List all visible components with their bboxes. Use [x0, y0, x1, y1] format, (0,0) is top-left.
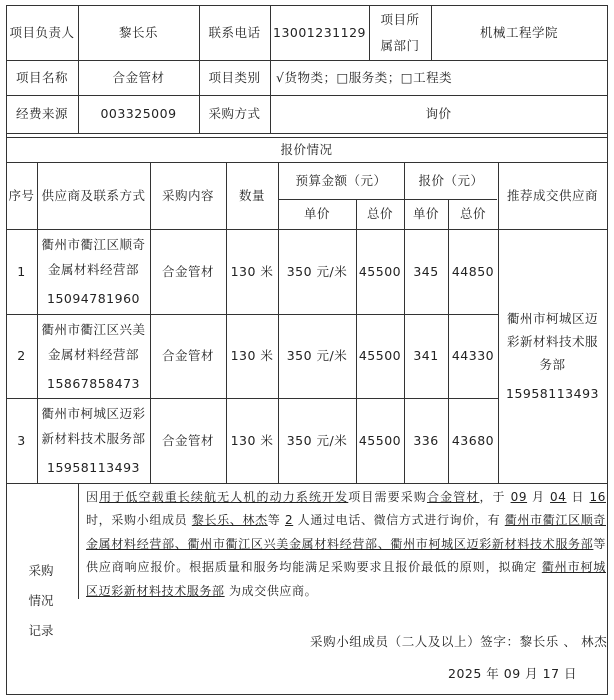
record-text: ，于: [479, 490, 511, 504]
supplier-name-line2: 金属材料经营部: [47, 262, 139, 277]
supplier-name-line2: 金属材料经营部: [47, 346, 139, 362]
row-supplier: [37, 398, 150, 483]
col-supplier-header: 供应商及联系方式: [41, 187, 146, 203]
row-budget-unit: 350 元/米: [286, 432, 348, 448]
budget-total-subheader: 总价: [366, 206, 393, 221]
supplier-name-line2: 新材料技术服务部: [41, 431, 146, 446]
record-text: 因: [86, 490, 100, 504]
fund-label: 经费来源: [15, 106, 68, 121]
type-goods-option[interactable]: √货物类；: [276, 69, 337, 85]
supplier-phone: 15958113493: [47, 460, 140, 475]
row-line-3: [6, 133, 608, 134]
row-quote-unit: 345: [413, 263, 439, 279]
col-seq-header: 序号: [8, 187, 35, 203]
record-label: [26, 556, 56, 646]
row-budget-unit: 350 元/米: [286, 263, 348, 279]
name-label: 项目名称: [15, 69, 68, 85]
col-recommend-header: 推荐成交供应商: [506, 187, 598, 203]
type-engineering-option[interactable]: □工程类: [400, 69, 453, 85]
row-quote-total: 43680: [451, 432, 495, 448]
record-label-line3: 记录: [28, 623, 54, 638]
method-label: 采购方式: [208, 106, 261, 121]
row-qty: 130 米: [230, 432, 274, 448]
supplier-phone: 15867858473: [47, 375, 140, 391]
row-qty: 130 米: [230, 348, 274, 363]
fund-value: 003325009: [100, 106, 177, 121]
dept-label: [369, 5, 431, 60]
record-date: 2025 年 09 月 17 日: [448, 666, 577, 681]
type-label: 项目类别: [208, 69, 261, 85]
chosen-supplier-field: 衢州市柯城区迈彩新材料技术服务部: [86, 560, 606, 598]
table-border-right: [607, 5, 608, 695]
supplier-name-line1: 衢州市衢江区兴美: [41, 321, 146, 337]
col-content-header: 采购内容: [161, 187, 214, 203]
record-text: 等供应商响应报价。根据质量和服务均能满足采购要求且报价最低的原则，拟确定: [86, 536, 606, 575]
record-label-line1: 采购: [28, 563, 54, 578]
type-options: [276, 60, 606, 95]
row-line-8: [6, 483, 608, 484]
row-quote-unit: 336: [413, 432, 439, 448]
leader-label: 项目负责人: [9, 24, 75, 40]
record-text: 为成交供应商。: [224, 583, 318, 598]
table-row: [6, 398, 499, 483]
record-label-line2: 情况: [28, 593, 54, 608]
row-quote-unit: 341: [413, 348, 439, 363]
col-line-r1: [78, 483, 79, 599]
supplier-phone: 15094781960: [47, 291, 140, 306]
table-border-bottom: [6, 694, 608, 695]
col-quote-header: 报价（元）: [418, 172, 484, 188]
quote-section-title: 报价情况: [280, 141, 333, 157]
phone-label: 联系电话: [208, 24, 261, 40]
budget-unit-subheader: 单价: [303, 206, 330, 221]
col-budget-header: 预算金额（元）: [295, 172, 387, 188]
col-qty-header: 数量: [238, 187, 265, 203]
type-service-option[interactable]: □服务类；: [336, 69, 401, 85]
row-supplier: [37, 314, 150, 398]
supplier-name-line1: 衢州市衢江区顺奇: [41, 237, 146, 252]
row-budget-total: 45500: [358, 432, 402, 448]
record-text: 月: [527, 490, 551, 504]
name-value: 合金管材: [112, 69, 165, 85]
members-field: 黎长乐、林杰: [191, 513, 268, 528]
row-content: 合金管材: [161, 263, 214, 279]
quote-unit-subheader: 单价: [412, 206, 439, 221]
record-paragraph: [86, 486, 606, 603]
dept-value: 机械工程学院: [479, 24, 558, 40]
hour-field: 16: [589, 490, 606, 504]
row-seq: 2: [17, 348, 26, 363]
row-seq: 1: [17, 263, 26, 279]
table-row: [6, 229, 499, 314]
leader-value: 黎长乐: [118, 24, 158, 40]
recommend-line1: 衢州市柯城区迈: [506, 311, 598, 326]
record-text: 项目需要采购: [348, 490, 427, 504]
item-field: 合金管材: [426, 490, 480, 504]
dept-label-line1: 项目所: [380, 11, 420, 27]
row-quote-total: 44850: [451, 263, 495, 279]
row-budget-unit: 350 元/米: [286, 348, 348, 363]
row-seq: 3: [17, 432, 26, 448]
row-content: 合金管材: [161, 348, 214, 363]
recommended-supplier: [498, 229, 607, 483]
signature-line: 采购小组成员（二人及以上）签字：黎长乐 、 林杰: [310, 634, 608, 649]
record-text: 人通过电话、微信方式进行询价，有: [293, 513, 505, 528]
row-content: 合金管材: [161, 432, 214, 448]
row-qty: 130 米: [230, 263, 274, 279]
record-text: 日: [566, 490, 590, 504]
row-quote-total: 44330: [451, 348, 495, 363]
recommend-line3: 务部: [539, 357, 566, 372]
row-supplier: [37, 229, 150, 314]
record-text: 时，采购小组成员: [86, 513, 192, 528]
record-text: 等: [267, 513, 285, 528]
recommend-phone: 15958113493: [506, 386, 599, 401]
table-row: [6, 314, 499, 398]
month-field: 09: [510, 490, 528, 504]
supplier-name-line1: 衢州市柯城区迈彩: [41, 406, 146, 421]
purpose-field: 用于低空载重长续航无人机的动力系统开发: [99, 490, 349, 504]
recommend-line2: 彩新材料技术服: [506, 334, 598, 349]
phone-value: 13001231129: [273, 24, 366, 40]
suppliers-field: 衢州市衢江区顺奇金属材料经营部、衢州市衢江区兴美金属材料经营部、衢州市柯城区迈彩新材料技术服务部: [86, 513, 607, 551]
row-budget-total: 45500: [358, 263, 402, 279]
dept-label-line2: 属部门: [380, 37, 420, 53]
day-field: 04: [550, 490, 567, 504]
quote-total-subheader: 总价: [459, 206, 486, 221]
count-field: 2: [284, 513, 294, 528]
row-budget-total: 45500: [358, 348, 402, 363]
method-value: 询价: [425, 106, 452, 121]
